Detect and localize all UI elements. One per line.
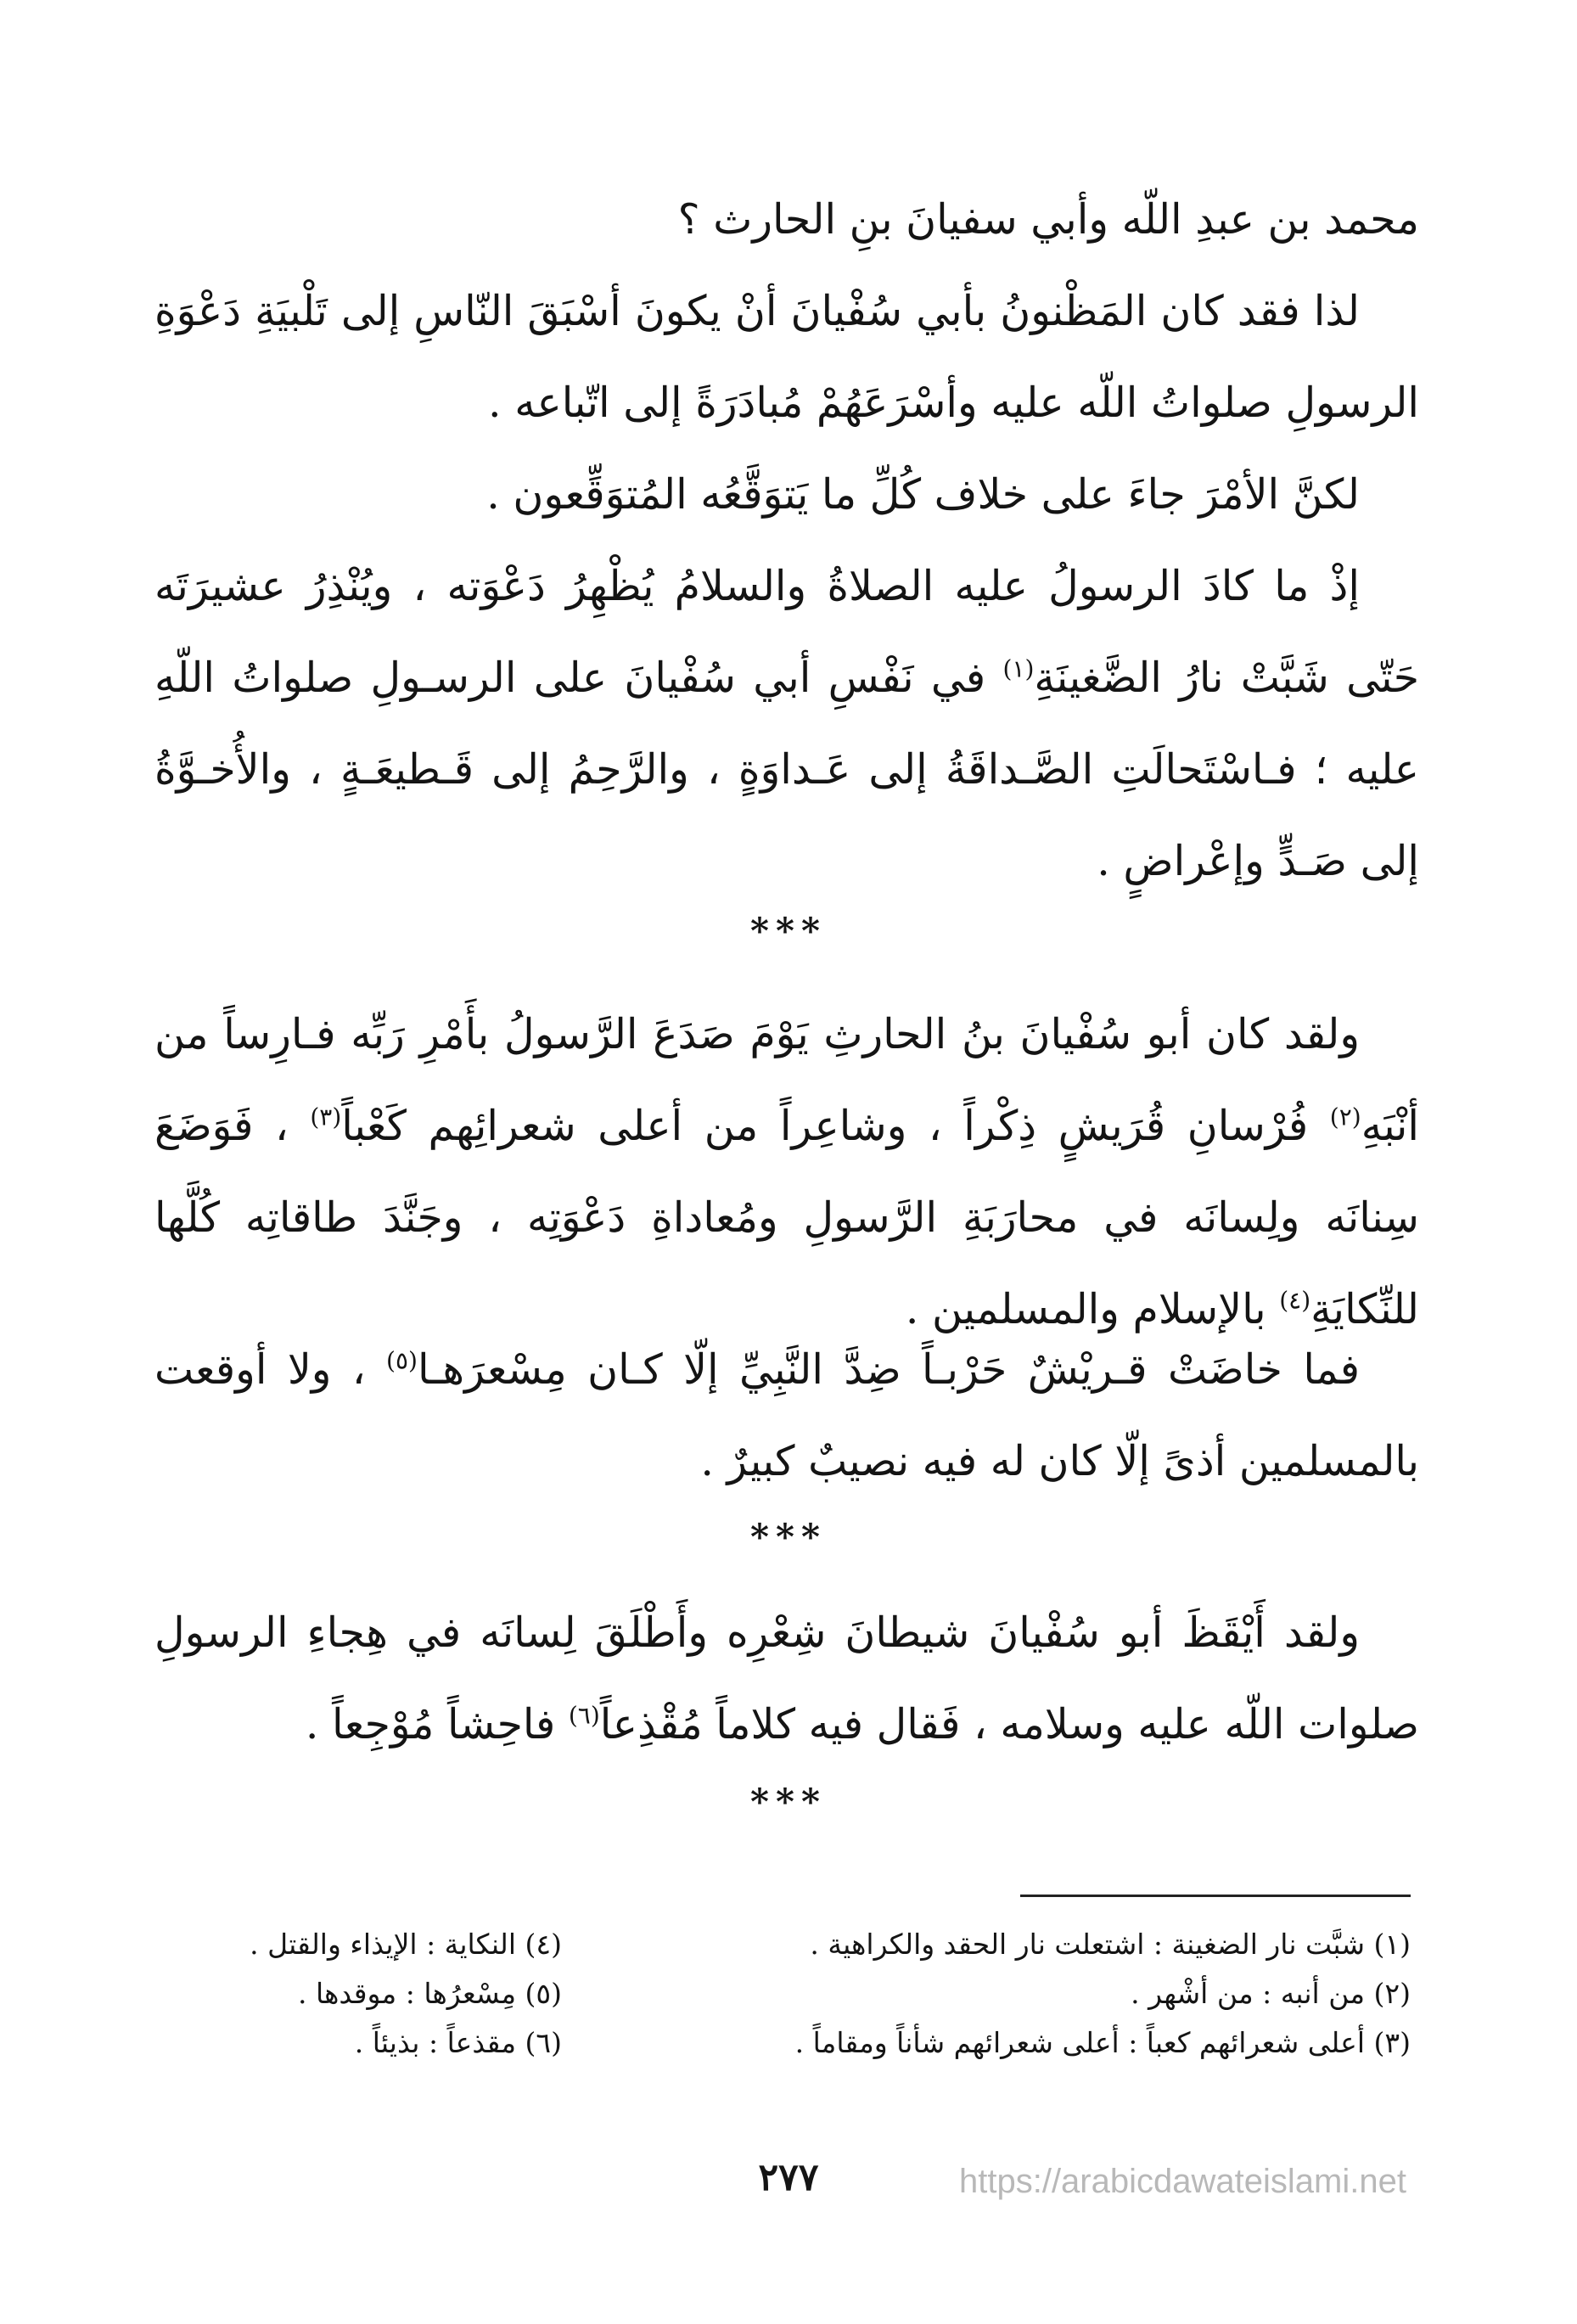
section-separator: *** (750, 1781, 827, 1822)
paragraph-7-a: ولقد أَيْقَظَ أبو سُفْيانَ شيطانَ شِعْرِه وأَطْلَقَ لِسانَه في هِجاءِ الرسولِ صلوات اللّه عليه وسلامه ، فَقال فيه كلاماً مُقْذِعاً (154, 1608, 1419, 1749)
footnote-2: (٢) من أنبه : من أشْهر . (1131, 1977, 1411, 2010)
footnote-ref-2[interactable]: (٢) (1329, 1103, 1361, 1131)
paragraph-2: لذا فقد كان المَظْنونُ بأبي سُفْيانَ أنْ يكونَ أسْبَقَ النّاسِ إلى تَلْبيَةِ دَعْوَةِ الرسولِ صلواتُ اللّه عليه وأسْرَعَهُمْ مُبادَرَةً إلى اتّباعه . (154, 287, 1419, 427)
paragraph-4 (154, 541, 1419, 907)
footnote-ref-6[interactable]: (٦) (568, 1701, 600, 1730)
section-separator: *** (750, 1516, 827, 1558)
paragraph-4-text: إذْ ما كادَ الرسولُ عليه الصلاةُ والسلامُ يُظْهِرُ دَعْوَته ، ويُنْذِرُ عشيرَتَه حَتّى شَبَّتْ نارُ الضَّغينَةِ (154, 562, 1419, 702)
footnote-3: (٣) أعلى شعرائهم كعباً : أعلى شعرائهم شأناً ومقاماً . (794, 2026, 1411, 2059)
paragraph-4-tail: في نَفْسِ أبي سُفْيانَ على الرسـولِ صلواتُ اللّهِ عليه ؛ فـاسْتَحالَتِ الصَّـداقَةُ إلى عَـداوَةٍ ، والرَّحِمُ إلى قَـطيعَـةٍ ، والأُخـوَّةُ إلى صَـدٍّ وإعْراضٍ . (154, 654, 1419, 885)
section-separator: *** (750, 910, 827, 951)
footnotes-column-left (87, 1920, 562, 2068)
footnote-ref-3[interactable]: (٣) (310, 1103, 342, 1131)
paragraph-6 (154, 1324, 1419, 1507)
paragraph-5-d: بالإسلام والمسلمين . (905, 1285, 1280, 1333)
paragraph-5-c: ، فَوَضَعَ سِنانَه ولِسانَه في محارَبَةِ الرَّسولِ ومُعاداةِ دَعْوَتِه ، وجَنَّدَ طاقاتِه كُلَّها للنِّكايَةِ (154, 1102, 1419, 1333)
page-number: ٢٧٧ (758, 2156, 819, 2199)
footnote-5: (٥) مِسْعرُها : موقدها . (297, 1977, 562, 2010)
footnote-1: (١) شبَّت نار الضغينة : اشتعلت نار الحقد والكراهية . (810, 1928, 1411, 1961)
paragraph-7 (154, 1587, 1419, 1771)
footnote-divider (1020, 1895, 1411, 1897)
footnote-ref-1[interactable]: (١) (1002, 654, 1035, 683)
paragraph-5 (154, 989, 1419, 1356)
paragraph-5-a: ولقد كان أبو سُفْيانَ بنُ الحارثِ يَوْمَ صَدَعَ الرَّسولُ بأَمْرِ رَبِّه فـارِساً من أنْبَهِ (154, 1010, 1419, 1150)
paragraph-3: لكنَّ الأمْرَ جاءَ على خلاف كُلِّ ما يَتوَقَّعُه المُتوَقِّعون . (486, 470, 1360, 519)
footnote-6: (٦) مقذعاً : بذيئاً . (354, 2026, 562, 2059)
watermark-url[interactable]: https://arabicdawateislami.net (959, 2163, 1406, 2200)
paragraph-6-b: ، ولا أوقعت بالمسلمين أذىً إلّا كان له فيه نصيبٌ كبيرٌ . (154, 1345, 1419, 1485)
footnote-ref-4[interactable]: (٤) (1279, 1286, 1311, 1315)
paragraph-group-1 (154, 174, 1419, 907)
footnote-4: (٤) النكاية : الإيذاء والقتل . (250, 1928, 562, 1961)
paragraph-1: محمد بن عبدِ اللّه وأبي سفيانَ بنِ الحارث ؟ (677, 195, 1419, 244)
paragraph-6-a: فما خاضَتْ قـريْشٌ حَرْبـاً ضِدَّ النَّبِيِّ إلّا كـان مِسْعرَهـا (417, 1345, 1360, 1394)
paragraph-7-b: فاحِشاً مُوْجِعاً . (305, 1700, 569, 1749)
footnote-ref-5[interactable]: (٥) (386, 1346, 418, 1375)
paragraph-5-b: فُرْسانِ قُرَيشٍ ذِكْراً ، وشاعِراً من أعلى شعرائِهم كَعْباً (341, 1102, 1330, 1150)
footnotes-column-right (766, 1920, 1411, 2068)
